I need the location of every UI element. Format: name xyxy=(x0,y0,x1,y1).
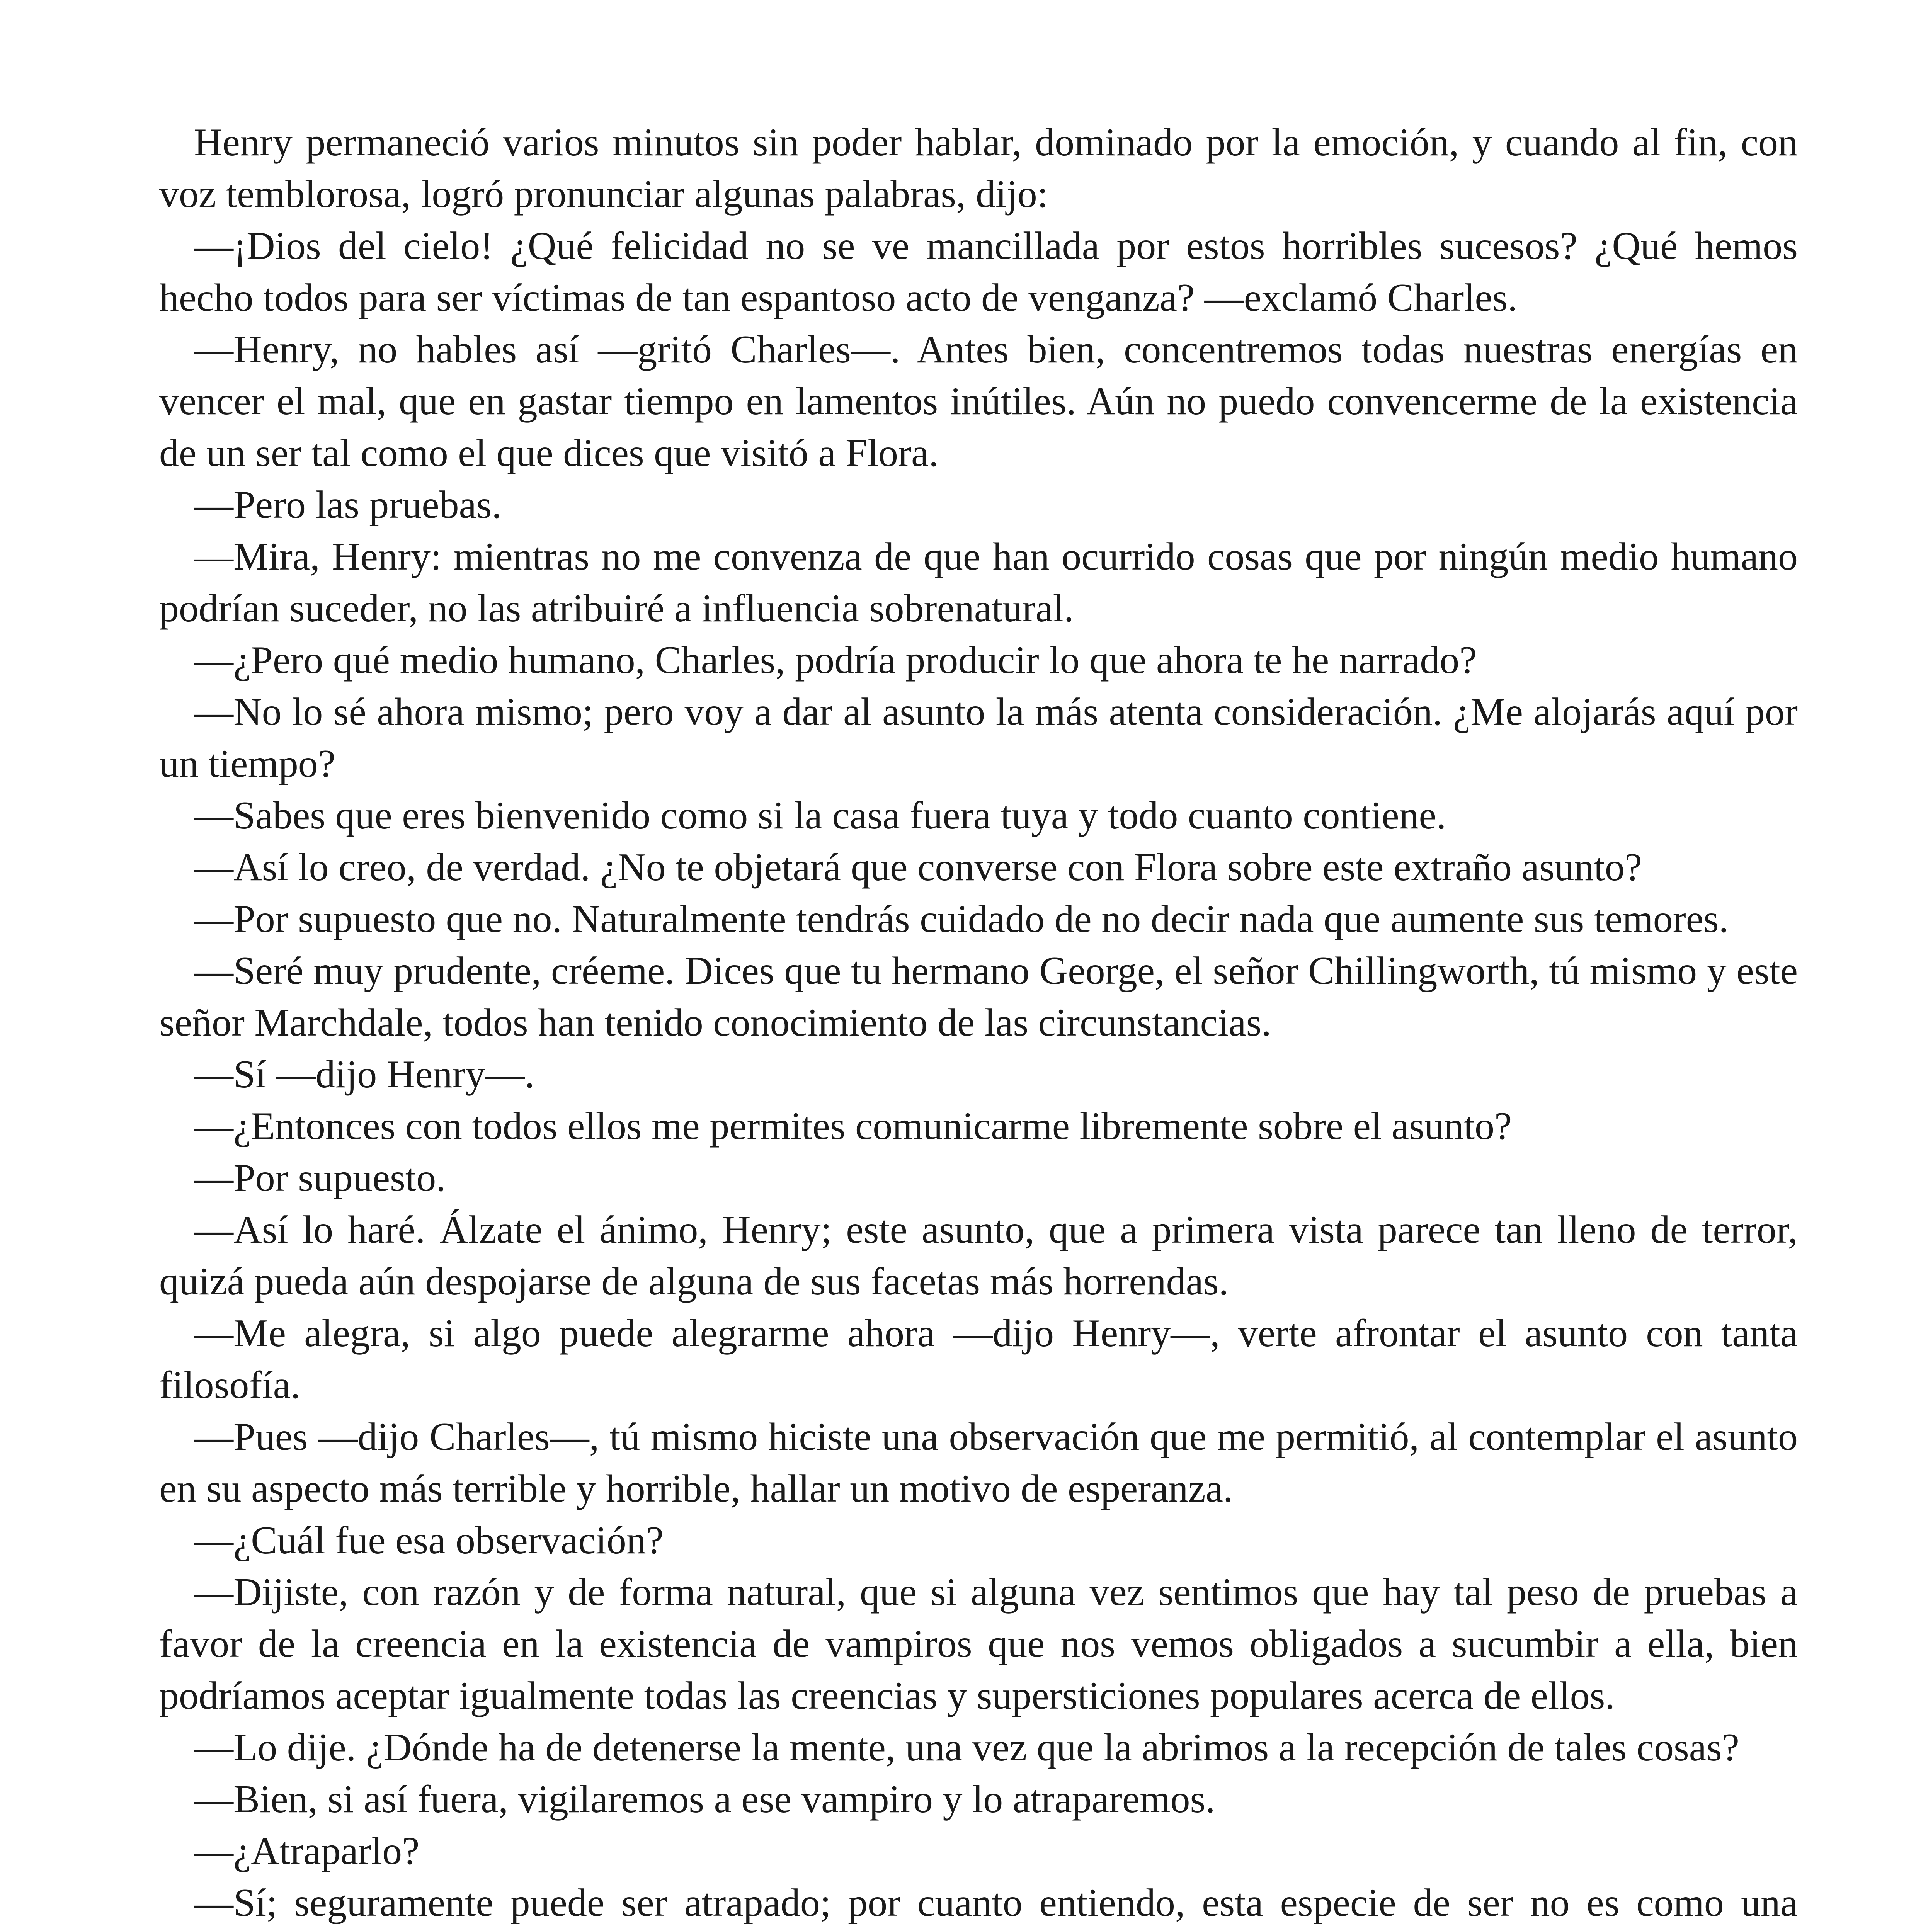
paragraph: —Seré muy prudente, créeme. Dices que tu hermano George, el señor Chillingworth, tú mismo y este señor Marchdale, todos han tenido conocimiento de las circunstancias. xyxy=(159,949,1798,1044)
paragraph: —Sí; seguramente puede ser atrapado; por cuanto entiendo, esta especie de ser no es como una xyxy=(194,1881,1798,1925)
paragraph: —Henry, no hables así —gritó Charles—. Antes bien, concentremos todas nuestras energías en vencer el mal, que en gastar tiempo en lamentos inútiles. Aún no puedo convencerme de la existencia de un ser tal como el que dices que visitó a Flora. xyxy=(159,328,1798,475)
paragraph: —Por supuesto que no. Naturalmente tendrás cuidado de no decir nada que aumente sus temores. xyxy=(194,897,1729,941)
paragraph: Henry permaneció varios minutos sin poder hablar, dominado por la emoción, y cuando al fin, con voz temblorosa, logró pronunciar algunas palabras, dijo: xyxy=(159,121,1798,216)
paragraph: —Así lo haré. Álzate el ánimo, Henry; este asunto, que a primera vista parece tan lleno de terror, quizá pueda aún despojarse de alguna de sus facetas más horrendas. xyxy=(159,1208,1798,1303)
paragraph: —Sabes que eres bienvenido como si la casa fuera tuya y todo cuanto contiene. xyxy=(194,794,1446,837)
paragraph: —Así lo creo, de verdad. ¿No te objetará que converse con Flora sobre este extraño asunto? xyxy=(194,845,1642,889)
paragraph: —Por supuesto. xyxy=(194,1156,446,1200)
paragraph: —Pero las pruebas. xyxy=(194,483,502,527)
paragraph: —¿Atraparlo? xyxy=(194,1829,420,1873)
paragraph: —Dijiste, con razón y de forma natural, que si alguna vez sentimos que hay tal peso de pruebas a favor de la creencia en la existencia de vampiros que nos vemos obligados a sucumbir a ella, bien podríamos aceptar igualmente todas las creencias y supersticiones populares acerca de ellos. xyxy=(159,1570,1798,1718)
paragraph: —Lo dije. ¿Dónde ha de detenerse la mente, una vez que la abrimos a la recepción de tales cosas? xyxy=(194,1726,1739,1769)
paragraph: —Sí —dijo Henry—. xyxy=(194,1053,535,1096)
paragraph: —Pues —dijo Charles—, tú mismo hiciste una observación que me permitió, al contemplar el asunto en su aspecto más terrible y horrible, hallar un motivo de esperanza. xyxy=(159,1415,1798,1510)
paragraph: —¿Cuál fue esa observación? xyxy=(194,1519,664,1562)
paragraph: —Mira, Henry: mientras no me convenza de que han ocurrido cosas que por ningún medio humano podrían suceder, no las atribuiré a influencia sobrenatural. xyxy=(159,535,1798,630)
paragraph: —¿Pero qué medio humano, Charles, podría producir lo que ahora te he narrado? xyxy=(194,638,1477,682)
paragraph: —¡Dios del cielo! ¿Qué felicidad no se ve mancillada por estos horribles sucesos? ¿Qué hemos hecho todos para ser víctimas de tan espantoso acto de venganza? —exclamó Charles. xyxy=(159,224,1798,320)
paragraph: —Bien, si así fuera, vigilaremos a ese vampiro y lo atraparemos. xyxy=(194,1777,1215,1821)
body-text xyxy=(159,117,1798,1932)
paragraph: —Me alegra, si algo puede alegrarme ahora —dijo Henry—, verte afrontar el asunto con tanta filosofía. xyxy=(159,1311,1798,1407)
paragraph: —¿Entonces con todos ellos me permites comunicarme libremente sobre el asunto? xyxy=(194,1104,1512,1148)
paragraph: —No lo sé ahora mismo; pero voy a dar al asunto la más atenta consideración. ¿Me alojarás aquí por un tiempo? xyxy=(159,690,1798,786)
